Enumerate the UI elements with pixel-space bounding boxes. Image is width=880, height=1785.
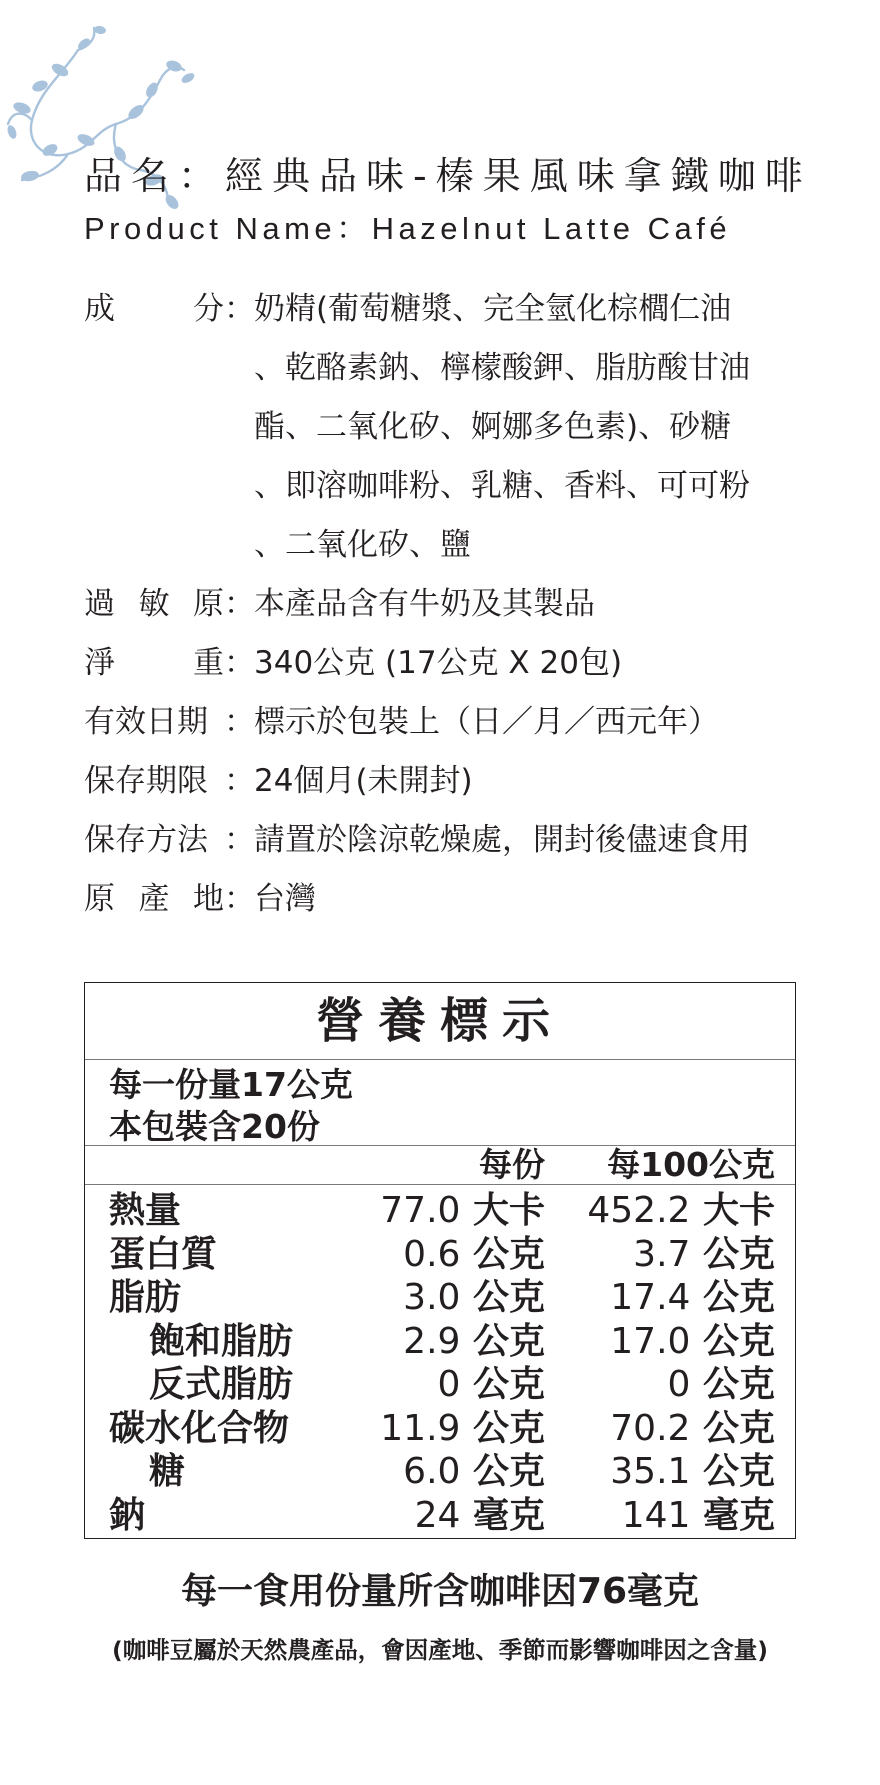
nutrient-name: 蛋白質 <box>109 1233 218 1275</box>
value-per-100g: 35.1 公克 <box>610 1451 775 1492</box>
spec-label: 成 分 <box>84 291 224 327</box>
value-per-serving: 77.0 大卡 <box>380 1190 545 1231</box>
spec-value: 24個月(未開封) <box>254 763 473 799</box>
value-per-serving: 24 毫克 <box>414 1494 545 1536</box>
caffeine-note: (咖啡豆屬於天然農產品，會因產地、季節而影響咖啡因之含量) <box>112 1636 768 1664</box>
nutrient-name: 反式脂肪 <box>149 1364 294 1405</box>
spec-net-weight: 淨 重 ： 340公克 (17公克 X 20包) <box>84 634 814 693</box>
value-per-serving: 6.0 公克 <box>403 1451 545 1492</box>
spec-value: 請置於陰涼乾燥處，開封後儘速食用 <box>254 822 750 858</box>
nutrient-name: 熱量 <box>109 1190 182 1231</box>
spec-label: 有效日期 <box>84 704 208 740</box>
nutrient-row <box>85 1276 795 1320</box>
spec-allergen: 過 敏 原 ： 本產品含有牛奶及其製品 <box>84 575 814 634</box>
value-per-serving: 2.9 公克 <box>403 1320 545 1362</box>
nutrient-name: 糖 <box>149 1451 186 1492</box>
nutrient-row <box>85 1407 795 1451</box>
servings-per-pack: 本包裝含20份 <box>109 1107 320 1146</box>
spec-label: 保存方法 <box>84 822 208 858</box>
value-per-serving: 0 公克 <box>437 1364 545 1405</box>
nutrient-row <box>85 1189 795 1233</box>
nutrient-row <box>85 1363 795 1407</box>
nutrition-facts-table <box>84 982 796 1539</box>
column-per-serving: 每份 <box>479 1145 545 1184</box>
nutrient-row <box>85 1320 795 1364</box>
value-per-serving: 11.9 公克 <box>380 1407 545 1449</box>
nutrient-row <box>85 1494 795 1538</box>
nutrient-row <box>85 1450 795 1494</box>
nutrition-title: 營養標示 <box>85 983 795 1060</box>
value-per-serving: 3.0 公克 <box>403 1277 545 1318</box>
spec-value: 標示於包裝上（日／月／西元年） <box>254 704 719 740</box>
spec-shelf-life: 保存期限 ： 24個月(未開封) <box>84 752 814 811</box>
value-per-100g: 0 公克 <box>667 1364 775 1405</box>
serving-info <box>85 1060 795 1146</box>
spec-expiry: 有效日期 ： 標示於包裝上（日／月／西元年） <box>84 693 814 752</box>
value-per-100g: 3.7 公克 <box>633 1233 775 1275</box>
nutrient-name: 脂肪 <box>109 1277 182 1318</box>
spec-storage: 保存方法 ： 請置於陰涼乾燥處，開封後儘速食用 <box>84 811 814 870</box>
spec-value: 台灣 <box>254 881 316 917</box>
nutrient-name: 飽和脂肪 <box>149 1320 294 1362</box>
serving-size: 每一份量17公克 <box>109 1065 353 1104</box>
spec-value: 本產品含有牛奶及其製品 <box>254 586 595 622</box>
column-per-100g: 每100公克 <box>607 1145 775 1184</box>
spec-value: 340公克 (17公克 X 20包) <box>254 645 623 681</box>
product-name-zh: 品名：經典品味-榛果風味拿鐵咖啡 <box>84 154 812 198</box>
value-per-100g: 141 毫克 <box>621 1494 775 1536</box>
product-specs <box>84 280 814 929</box>
spec-label: 保存期限 <box>84 763 208 799</box>
product-title <box>84 148 812 254</box>
value-per-100g: 452.2 大卡 <box>587 1190 775 1231</box>
spec-origin: 原 產 地 ： 台灣 <box>84 870 814 929</box>
spec-value: 奶精(葡萄糖漿、完全氫化棕櫚仁油 、乾酪素鈉、檸檬酸鉀、脂肪酸甘油 酯、二氧化矽、婀娜多色素)、砂糖 、即溶咖啡粉、乳糖、香料、可可粉 、二氧化矽、鹽 <box>254 291 750 563</box>
spec-ingredients: 成 分 ： 奶精(葡萄糖漿、完全氫化棕櫚仁油 、乾酪素鈉、檸檬酸鉀、脂肪酸甘油 酯、二氧化矽、婀娜多色素)、砂糖 、即溶咖啡粉、乳糖、香料、可可粉 、二氧化矽、鹽 <box>84 280 814 575</box>
nutrition-rows <box>85 1185 795 1537</box>
spec-label: 過 敏 原 <box>84 586 224 622</box>
value-per-serving: 0.6 公克 <box>403 1233 545 1275</box>
value-per-100g: 17.4 公克 <box>610 1277 775 1318</box>
value-per-100g: 17.0 公克 <box>610 1320 775 1362</box>
nutrient-name: 碳水化合物 <box>109 1407 290 1449</box>
product-name-en: Product Name：Hazelnut Latte Café <box>84 211 732 246</box>
nutrition-column-headers <box>85 1146 795 1185</box>
spec-label: 淨 重 <box>84 645 224 681</box>
nutrient-row <box>85 1233 795 1277</box>
nutrient-name: 鈉 <box>109 1494 146 1536</box>
spec-label: 原 產 地 <box>84 881 224 917</box>
caffeine-content: 每一食用份量所含咖啡因76毫克 <box>180 1571 700 1612</box>
value-per-100g: 70.2 公克 <box>610 1407 775 1449</box>
